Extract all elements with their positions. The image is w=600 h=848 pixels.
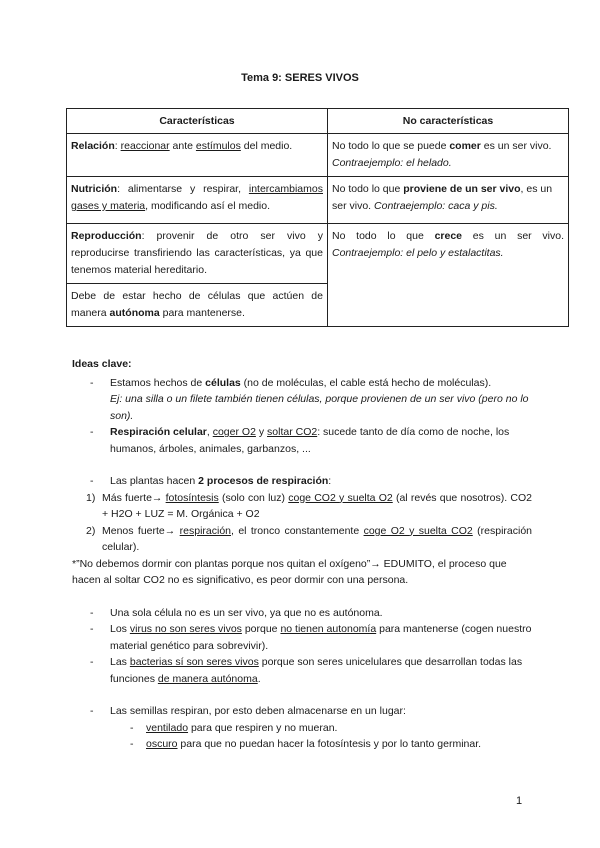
cell-reproduccion-no: No todo lo que crece es un ser vivo. Contraejemplo: el pelo y estalactitas.	[328, 224, 569, 327]
dash-bullet: -	[90, 606, 94, 619]
table-row	[67, 134, 569, 177]
list-item: - Respiración celular, coger O2 y soltar CO2: sucede tanto de día como de noche, los humanos, árboles, animales, garbanzos, ...	[90, 426, 510, 455]
dash-bullet: -	[90, 426, 94, 438]
dash-bullet: -	[130, 721, 134, 734]
cell-nutricion-no: No todo lo que proviene de un ser vivo, es un ser vivo. Contraejemplo: caca y pis.	[328, 177, 569, 224]
dash-bullet: -	[90, 623, 94, 635]
header-characteristics: Características	[67, 109, 328, 134]
dash-bullet: -	[90, 705, 94, 717]
list-item: - Los virus no son seres vivos porque no tienen autonomía para mantenerse (cogen nuestro material genético para sobrevivir).	[90, 623, 532, 652]
page-title: Tema 9: SERES VIVOS	[241, 72, 359, 84]
cell-nutricion: Nutrición: alimentarse y respirar, intercambiamos gases y materia, modificando así el medio.	[67, 177, 328, 224]
sub-list-item: - ventilado para que respiren y no mueran.	[72, 720, 532, 737]
numbered-item: 1) Más fuerte→ fotosíntesis (solo con luz) coge CO2 y suelta O2 (al revés que nosotros). CO2 + H2O + LUZ = M. Orgánica + O2	[86, 491, 532, 520]
list-item: - Las bacterias sí son seres vivos porque son seres unicelulares que desarrollan todas las funciones de manera autónoma.	[90, 656, 523, 685]
list-item: - Estamos hechos de células (no de moléculas, el cable está hecho de moléculas). Ej: una silla o un filete también tienen células, porque provienen de un ser vivo (pero no lo son).	[90, 376, 529, 422]
table-header-row	[67, 109, 569, 134]
characteristics-table	[66, 108, 569, 327]
sub-list-item: - oscuro para que no puedan hacer la fotosíntesis y por lo tanto germinar.	[72, 736, 532, 753]
dash-bullet: -	[90, 656, 94, 668]
dash-bullet: -	[130, 738, 134, 750]
dash-bullet: -	[90, 475, 94, 487]
list-item: - Una sola célula no es un ser vivo, ya que no es autónoma.	[72, 605, 532, 622]
key-ideas-title: Ideas clave:	[72, 358, 132, 370]
key-ideas-section	[72, 356, 532, 753]
list-item: - Las semillas respiran, por esto deben almacenarse en un lugar:	[72, 703, 532, 720]
cell-relacion: Relación: reaccionar ante estímulos del medio.	[67, 134, 328, 177]
header-non-characteristics: No características	[328, 109, 569, 134]
page-number: 1	[516, 795, 523, 807]
list-item: - Las plantas hacen 2 procesos de respiración:	[72, 473, 532, 490]
table-row	[67, 177, 569, 224]
dash-bullet: -	[90, 376, 94, 389]
table-row	[67, 224, 569, 284]
myth-note: *”No debemos dormir con plantas porque nos quitan el oxígeno”→ EDUMITO, el proceso que hacen al soltar CO2 no es significativo, es peor dormir con una persona.	[72, 557, 507, 586]
cell-reproduccion: Reproducción: provenir de otro ser vivo y reproducirse transfiriendo las características, ya que tenemos material hereditario.	[67, 224, 328, 284]
cell-relacion-no: No todo lo que se puede comer es un ser vivo. Contraejemplo: el helado.	[328, 134, 569, 177]
numbered-item: 2) Menos fuerte→ respiración, el tronco constantemente coge O2 y suelta CO2 (respiración celular).	[86, 524, 533, 553]
cell-celulas: Debe de estar hecho de células que actúen de manera autónoma para mantenerse.	[67, 284, 328, 327]
